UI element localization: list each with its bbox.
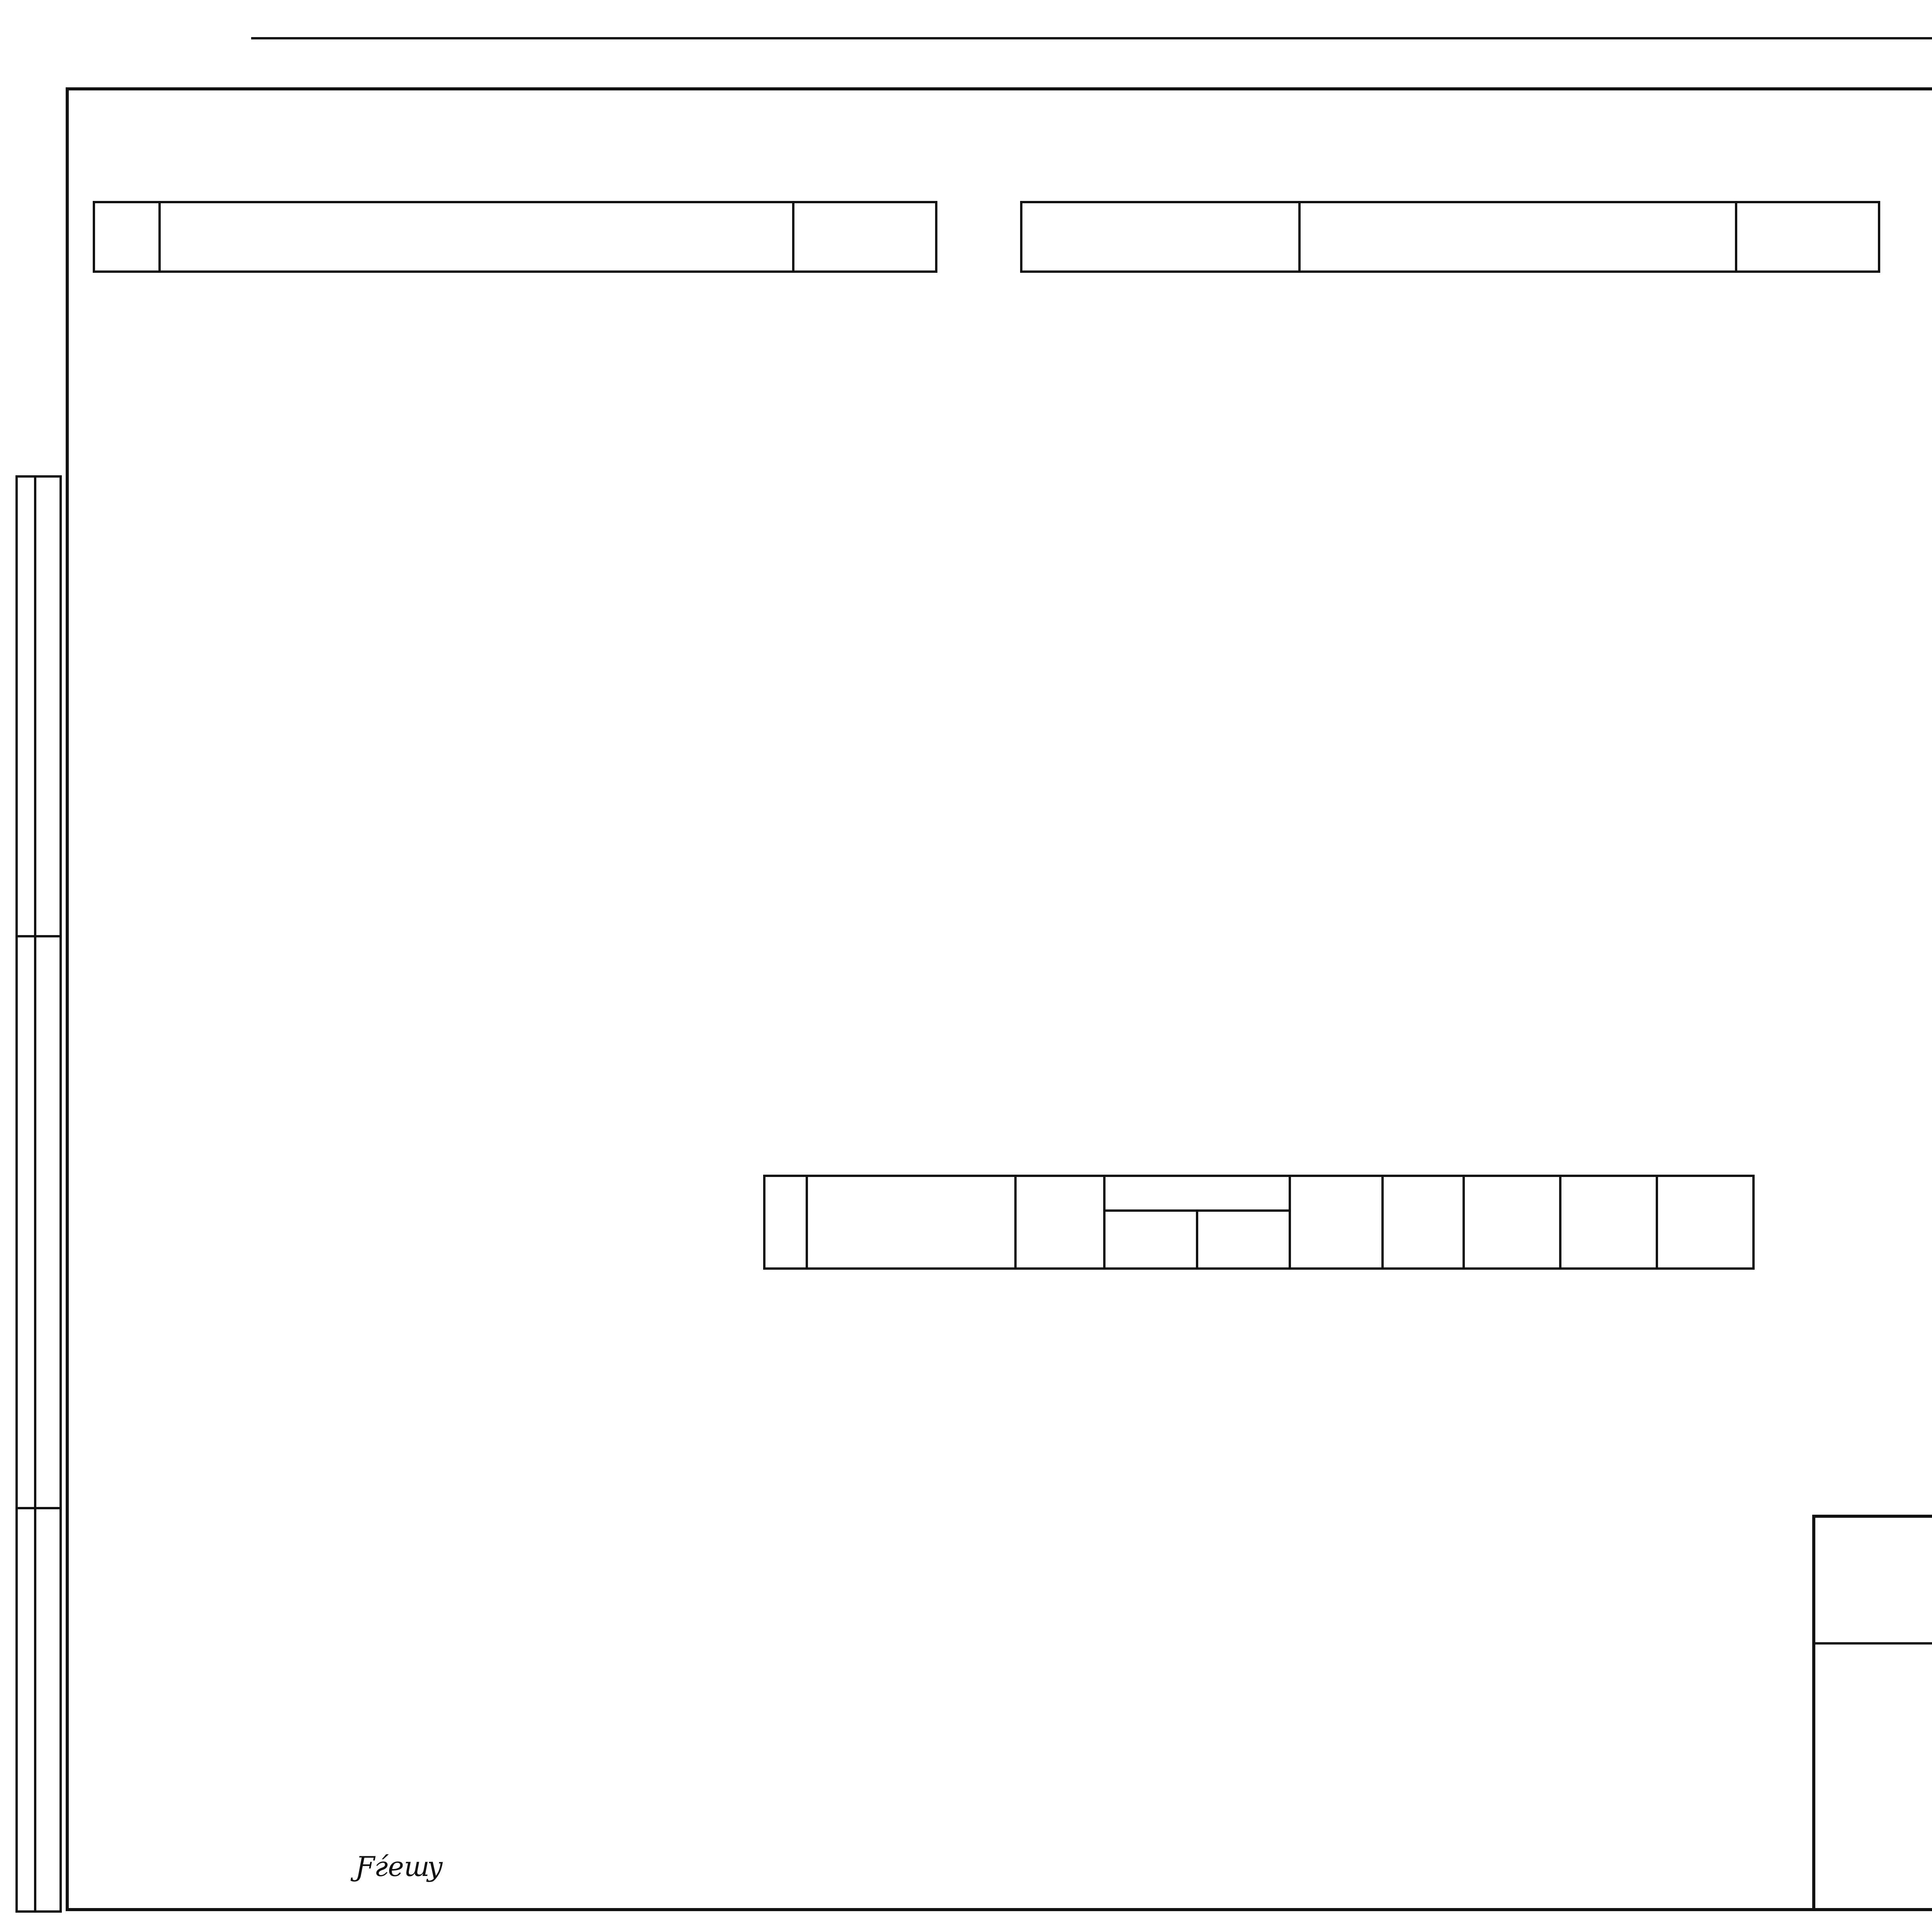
drawing-frame (66, 87, 1932, 1911)
spec-header-pressure (1104, 1211, 1197, 1269)
top-border-line (251, 37, 1932, 39)
col-header-name (160, 202, 793, 272)
references-table (1020, 201, 1880, 273)
spec-header-work-params (1104, 1176, 1290, 1211)
spec-header-num (764, 1176, 807, 1269)
side-stamp-strip (15, 475, 62, 1913)
spec-header-material (1464, 1176, 1560, 1269)
spec-header-test-pressure (1290, 1176, 1383, 1269)
col-header-note (793, 202, 936, 272)
spec-header-note (1657, 1176, 1753, 1269)
spec-header-symbol (1015, 1176, 1104, 1269)
spec-header-insulation (1560, 1176, 1657, 1269)
spec-header-temperature (1197, 1211, 1290, 1269)
side-stamp-divider (34, 475, 36, 1913)
chief-engineer-signature: Ƒѓешу (355, 1851, 443, 1883)
title-block-frame (1812, 1515, 1932, 1911)
side-stamp-cut-2 (15, 1507, 62, 1509)
drawings-list-table (93, 201, 937, 273)
ref-header-note (1736, 202, 1879, 272)
ref-header-name (1299, 202, 1736, 272)
side-stamp-cut-1 (15, 935, 62, 937)
spec-header-category (1383, 1176, 1464, 1269)
col-header-sheet (94, 202, 160, 272)
spec-header-medium (807, 1176, 1015, 1269)
tb-hline-code-top (1812, 1642, 1932, 1645)
ref-header-code (1021, 202, 1299, 272)
pipe-specs-table (763, 1175, 1755, 1270)
